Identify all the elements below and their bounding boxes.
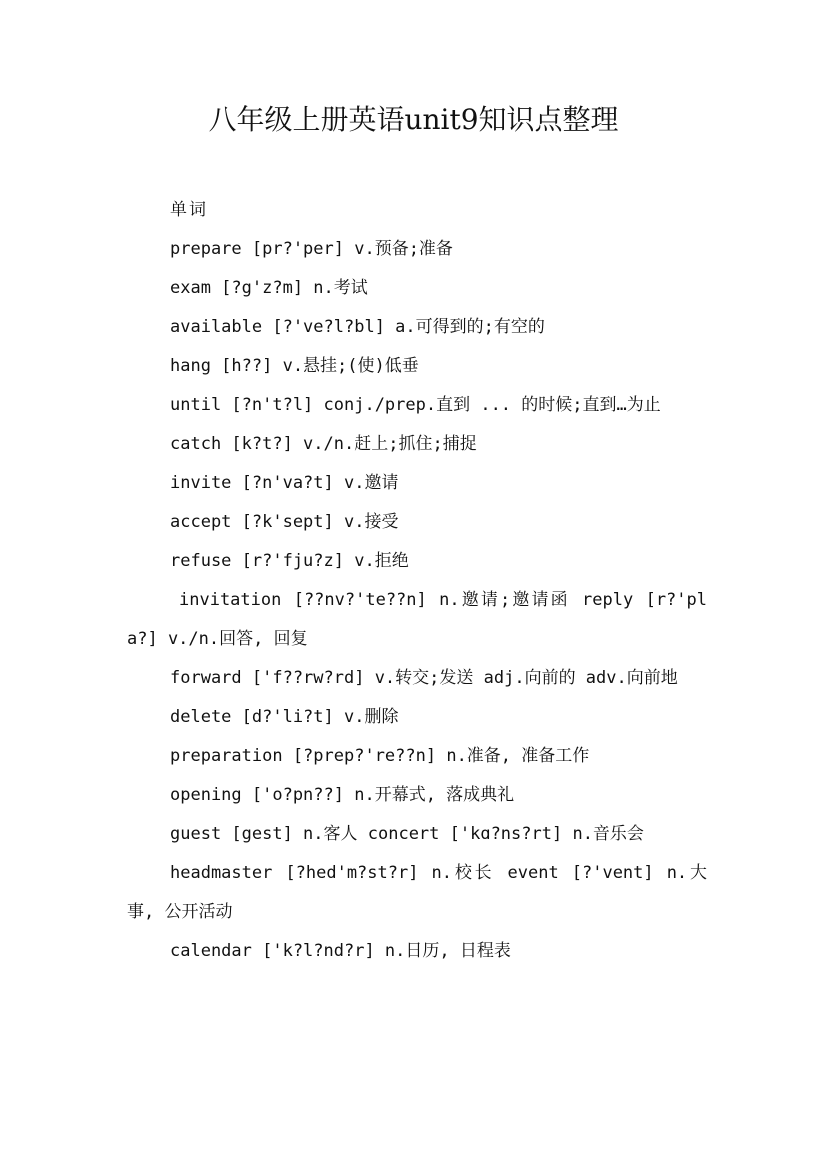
vocab-entry-accept: accept [?k'sept] v.接受 [170, 512, 399, 532]
vocab-entry-invite: invite [?n'va?t] v.邀请 [170, 473, 399, 493]
vocab-entry-invitation-reply: invitation [??nv?'te??n] n.邀请;邀请函 reply [r?'pla?] v./n.回答, 回复 [127, 590, 707, 649]
vocab-entry-until: until [?n't?l] conj./prep.直到 ... 的时候;直到…为止 [170, 395, 661, 415]
vocab-entry-delete: delete [d?'li?t] v.删除 [170, 707, 399, 727]
vocab-entry-hang: hang [h??] v.悬挂;(使)低垂 [170, 356, 419, 376]
vocabulary-list [127, 191, 707, 971]
vocab-entry-catch: catch [k?t?] v./n.赶上;抓住;捕捉 [170, 434, 477, 454]
vocab-entry-prepare: prepare [pr?'per] v.预备;准备 [170, 239, 453, 259]
vocab-entry-preparation: preparation [?prep?'re??n] n.准备, 准备工作 [170, 746, 590, 766]
vocab-entry-refuse: refuse [r?'fju?z] v.拒绝 [170, 551, 409, 571]
vocab-entry-opening: opening ['o?pn??] n.开幕式, 落成典礼 [170, 785, 515, 805]
vocab-entry-headmaster-event: headmaster [?hed'm?st?r] n.校长 event [?'vent] n.大事, 公开活动 [127, 863, 707, 922]
vocab-entry-guest-concert: guest [gest] n.客人 concert ['kɑ?ns?rt] n.音乐会 [170, 824, 644, 844]
section-heading: 单词 [170, 200, 208, 220]
vocab-entry-calendar: calendar ['k?l?nd?r] n.日历, 日程表 [170, 941, 511, 961]
document-title: 八年级上册英语unit9知识点整理 [208, 103, 619, 136]
vocab-entry-available: available [?'ve?l?bl] a.可得到的;有空的 [170, 317, 545, 337]
vocab-entry-forward: forward ['f??rw?rd] v.转交;发送 adj.向前的 adv.向前地 [170, 668, 678, 688]
vocab-entry-exam: exam [?g'z?m] n.考试 [170, 278, 368, 298]
